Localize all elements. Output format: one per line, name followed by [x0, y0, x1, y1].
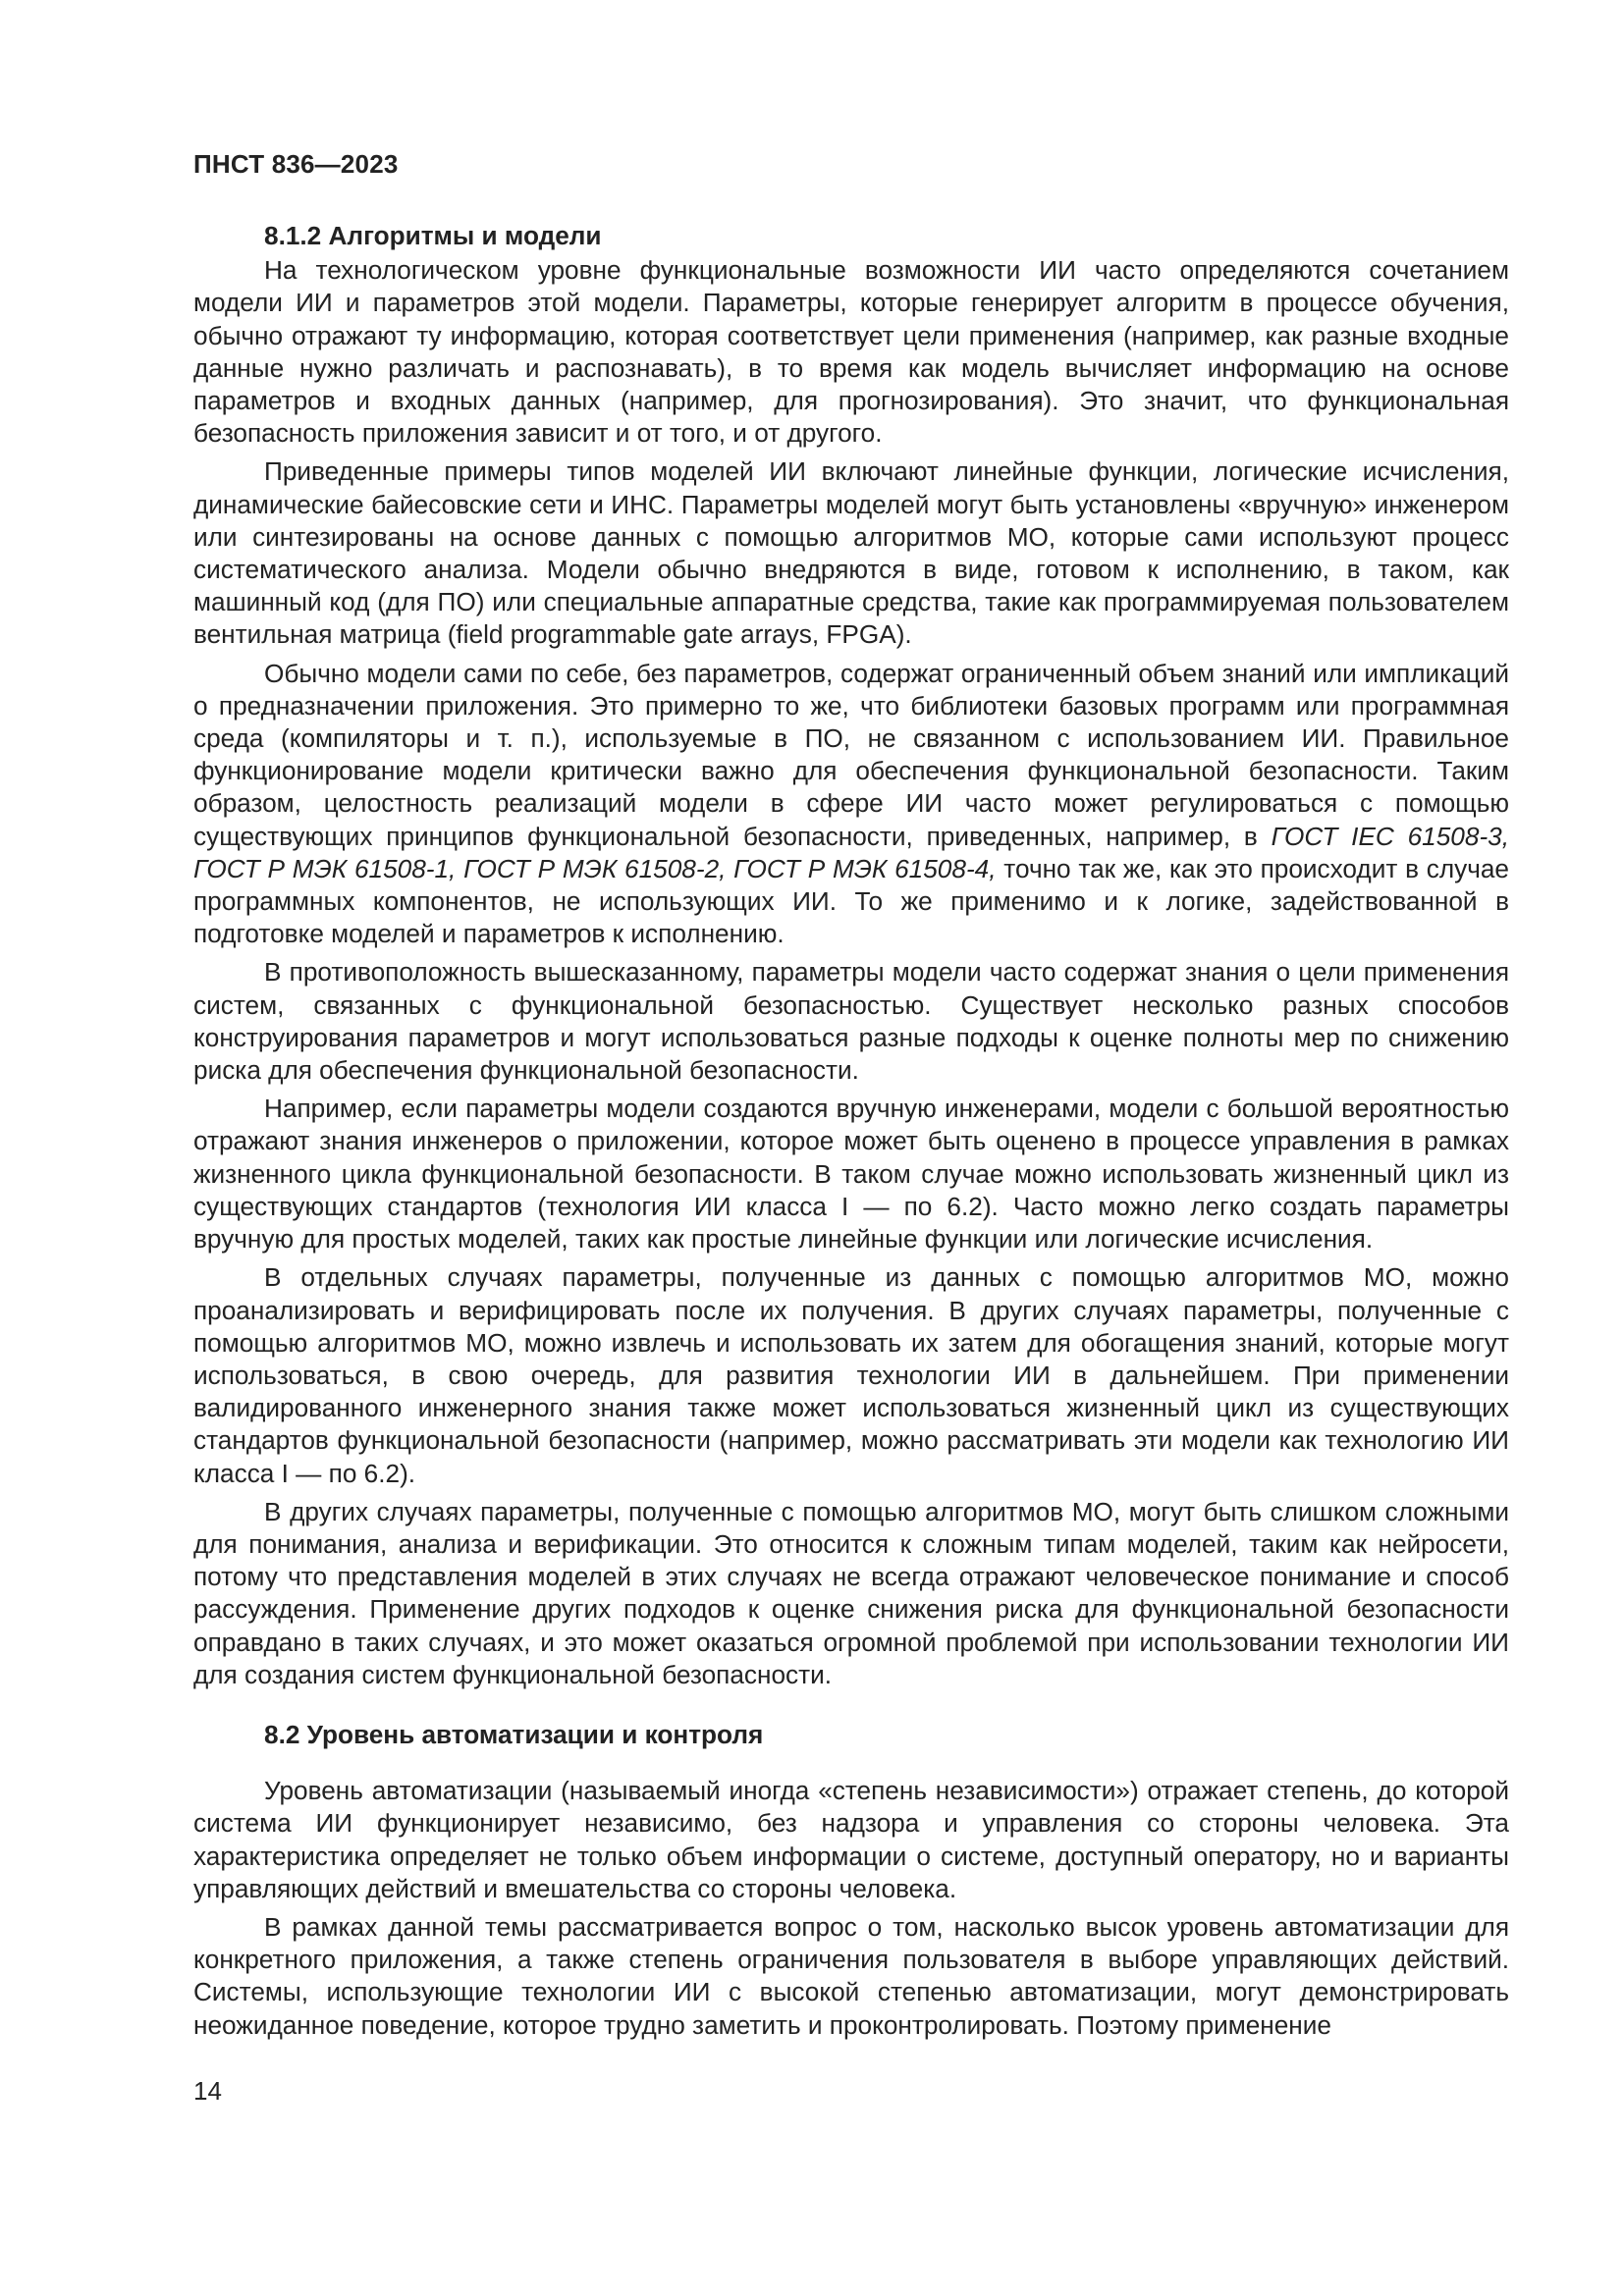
- paragraph: В противоположность вышесказанному, параметры модели часто содержат знания о цели применения систем, связанных с функциональной безопасностью. Существует несколько разных способов конструирования параметров и могут использоваться разные подходы к оценке полноты мер по снижению риска для обеспечения функциональной безопасности.: [193, 957, 1509, 1086]
- standard-references: ГОСТ IEC 61508-3, ГОСТ Р МЭК 61508-1, ГОСТ Р МЭК 61508-2, ГОСТ Р МЭК 61508-4,: [193, 821, 1510, 883]
- paragraph: Уровень автоматизации (называемый иногда «степень независимости») отражает степень, до которой система ИИ функционирует независимо, без надзора и управления со стороны человека. Эта характеристика определяет не только объем информации о системе, доступный оператору, но и варианты управляющих действий и вмешательства со стороны человека.: [193, 1776, 1509, 1903]
- paragraph: В других случаях параметры, полученные с помощью алгоритмов МО, могут быть слишком сложными для понимания, анализа и верификации. Это относится к сложным типам моделей, таким как нейросети, потому что представления моделей в этих случаях не всегда отражают человеческое понимание и способ рассуждения. Применение других подходов к оценке снижения риска для функциональной безопасности оправдано в таких случаях, и это может оказаться огромной проблемой при использовании технологии ИИ для создания систем функциональной безопасности.: [193, 1496, 1509, 1689]
- section-heading-8-2: 8.2 Уровень автоматизации и контроля: [264, 1719, 764, 1749]
- paragraph-with-references: [193, 658, 1509, 951]
- paragraph-text: точно так же, как это происходит в случае программных компонентов, не использующих ИИ. То же применимо и к логике, задействованной в подготовке моделей и параметров к исполнению.: [193, 853, 1509, 949]
- paragraph: Приведенные примеры типов моделей ИИ включают линейные функции, логические исчисления, динамические байесовские сети и ИНС. Параметры моделей могут быть установлены «вручную» инженером или синтезированы на основе данных с помощью алгоритмов МО, которые сами используют процесс систематического анализа. Модели обычно внедряются в виде, готовом к исполнению, в таком, как машинный код (для ПО) или специальные аппаратные средства, такие как программируемая пользователем вентильная матрица (field programmable gate arrays, FPGA).: [193, 456, 1509, 650]
- section-heading-8-1-2: 8.1.2 Алгоритмы и модели: [264, 221, 602, 250]
- document-designation: ПНСТ 836—2023: [193, 149, 399, 179]
- paragraph: В рамках данной темы рассматривается вопрос о том, насколько высок уровень автоматизации для конкретного приложения, а также степень ограничения пользователя в выборе управляющих действий. Системы, использующие технологии ИИ с высокой степенью автоматизации, могут демонстрировать неожиданное поведение, которое трудно заметить и проконтролировать. Поэтому применение: [193, 1911, 1509, 2040]
- paragraph: На технологическом уровне функциональные возможности ИИ часто определяются сочетанием модели ИИ и параметров этой модели. Параметры, которые генерирует алгоритм в процессе обучения, обычно отражают ту информацию, которая соответствует цели применения (например, как разные входные данные нужно различать и распознавать), в то время как модель вычисляет информацию на основе параметров и входных данных (например, для прогнозирования). Это значит, что функциональная безопасность приложения зависит и от того, и от другого.: [193, 255, 1509, 449]
- paragraph: Например, если параметры модели создаются вручную инженерами, модели с большой вероятностью отражают знания инженеров о приложении, которое может быть оценено в процессе управления в рамках жизненного цикла функциональной безопасности. В таком случае можно использовать жизненный цикл из существующих стандартов (технология ИИ класса I — по 6.2). Часто можно легко создать параметры вручную для простых моделей, таких как простые линейные функции или логические исчисления.: [193, 1094, 1509, 1255]
- paragraph-text: Обычно модели сами по себе, без параметров, содержат ограниченный объем знаний или импликаций о предназначении приложения. Это примерно то же, что библиотеки базовых программ или программная среда (компиляторы и т. п.), используемые в ПО, не связанном с использованием ИИ. Правильное функционирование модели критически важно для обеспечения функциональной безопасности. Таким образом, целостность реализаций модели в сфере ИИ часто может регулироваться с помощью существующих принципов функциональной безопасности, приведенных, например, в: [193, 658, 1509, 851]
- page-body: [193, 220, 1509, 2048]
- page-number: 14: [193, 2076, 222, 2106]
- paragraph: В отдельных случаях параметры, полученные из данных с помощью алгоритмов МО, можно проанализировать и верифицировать после их получения. В других случаях параметры, полученные с помощью алгоритмов МО, можно извлечь и использовать их затем для обогащения знаний, которые могут использоваться, в свою очередь, для развития технологии ИИ в дальнейшем. При применении валидированного инженерного знания также может использоваться жизненный цикл из существующих стандартов функциональной безопасности (например, можно рассматривать эти модели как технологию ИИ класса I — по 6.2).: [193, 1262, 1509, 1488]
